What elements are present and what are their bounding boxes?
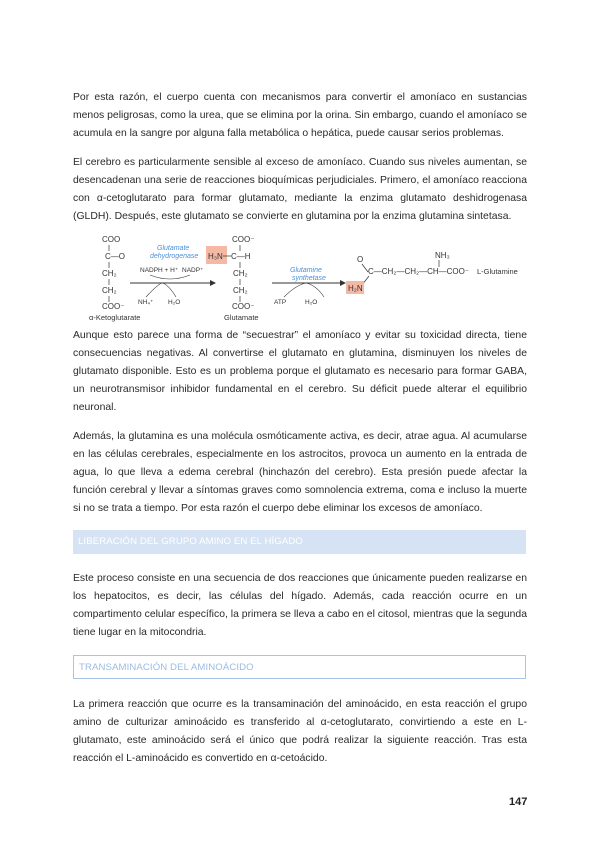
gln-o: O <box>357 255 364 264</box>
glu-coo-bottom: COO⁻ <box>232 302 255 311</box>
glu-ch2-1: CH₂ <box>233 269 248 278</box>
section-heading-text: LIBERACIÓN DEL GRUPO AMINO EN EL HÍGADO <box>78 536 303 547</box>
akg-label: α-Ketoglutarate <box>89 313 141 322</box>
gln-chain: C—CH₂—CH₂—CH—COO⁻ <box>368 267 470 276</box>
glutamine-synthesis-figure <box>89 232 522 322</box>
nadp-label: NADP⁺ <box>182 267 204 274</box>
akg-coo-bottom: COO⁻ <box>102 302 125 311</box>
akg-coo-top: COO <box>102 235 121 244</box>
h2o-label-2: H₂O <box>305 299 318 306</box>
paragraph-consequences: Aunque esto parece una forma de “secuestrar” el amoníaco y evitar su toxicidad directa, tiene consecuencias negativas. Al convertirse el glutamato en glutamina, disminuyen los niveles de glutamato disponible. Esto es un problema porque el glutamato es necesario para formar GABA, un neurotransmisor inhibidor fundamental en el cerebro. Su déficit puede alterar el equilibrio neuronal. <box>73 330 527 413</box>
page-number: 147 <box>509 796 528 808</box>
gln-label: L-Glutamine <box>477 267 518 276</box>
paragraph-transamination: La primera reacción que ocurre es la transaminación del aminoácido, en esta reacción el grupo amino de culturizar aminoácido es transferido al α-cetoglutarato, convirtiendo a este en L-glutamato, este aminoácido será el único que podrá realizar la siguiente reacción. Tras esta reacción el L-aminoácido es convertido en α-cetoácido. <box>73 699 527 764</box>
gln-nh3: NH₃ <box>435 251 450 260</box>
enzyme1-line2: dehydrogenase <box>150 253 199 260</box>
section-heading <box>73 530 526 554</box>
h2o-label-1: H₂O <box>168 299 181 306</box>
nadph-label: NADPH + H⁺ <box>140 267 179 274</box>
paragraph-ammonia-conversion: Por esta razón, el cuerpo cuenta con mecanismos para convertir el amoníaco en sustancias menos peligrosas, como la urea, que se elimina por la orina. Sin embargo, cuando el amoníaco se acumula en la sangre por alguna falla metabólica o hepática, puede causar serios problemas. <box>73 92 527 139</box>
glu-h3n: H₃N <box>208 252 223 261</box>
enzyme1-line1: Glutamate <box>157 245 190 252</box>
subsection-heading-text: TRANSAMINACIÓN DEL AMINOÁCIDO <box>79 662 254 673</box>
enzyme2-line2: synthetase <box>292 275 326 282</box>
gln-h2n: H₂N <box>348 284 363 293</box>
akg-ch2-1: CH₂ <box>102 269 117 278</box>
subsection-heading <box>73 655 526 679</box>
glu-label: Glutamate <box>224 313 259 322</box>
paragraph-brain-sensitivity: El cerebro es particularmente sensible al exceso de amoníaco. Cuando sus niveles aumentan, se desencadenan una serie de reacciones bioquímicas perjudiciales. Primero, el amoníaco reacciona con α-cetoglutarato para formar glutamato, mediante la enzima glutamato deshidrogenasa (GLDH). Después, este glutamato se convierte en glutamina por la enzima glutamina sintetasa. <box>73 157 527 222</box>
glu-coo-top: COO⁻ <box>232 235 255 244</box>
nh4-label: NH₄⁺ <box>138 299 154 306</box>
paragraph-process: Este proceso consiste en una secuencia de dos reacciones que únicamente pueden realizarse en los hepatocitos, es decir, las células del hígado. Además, cada reacción ocurre en un compartimento celular específico, la primera se lleva a cabo en el citosol, mientras que la segunda tiene lugar en la mitocondria. <box>73 573 527 638</box>
atp-label: ATP <box>274 299 287 306</box>
glu-ch2-2: CH₂ <box>233 286 248 295</box>
enzyme2-line1: Glutamine <box>290 267 322 274</box>
akg-co: C—O <box>105 252 125 261</box>
paragraph-edema: Además, la glutamina es una molécula osmóticamente activa, es decir, atrae agua. Al acumularse en las células cerebrales, especialmente en los astrocitos, provoca un aumento en la entrada de agua, lo que lleva a edema cerebral (hinchazón del cerebro). Esta presión puede afectar la función cerebral y llevar a síntomas graves como somnolencia extrema, coma e incluso la muerte si no se trata a tiempo. Por esta razón el cuerpo debe eliminar los excesos de amoníaco. <box>73 431 527 514</box>
akg-ch2-2: CH₂ <box>102 286 117 295</box>
glu-ch: C—H <box>231 252 251 261</box>
